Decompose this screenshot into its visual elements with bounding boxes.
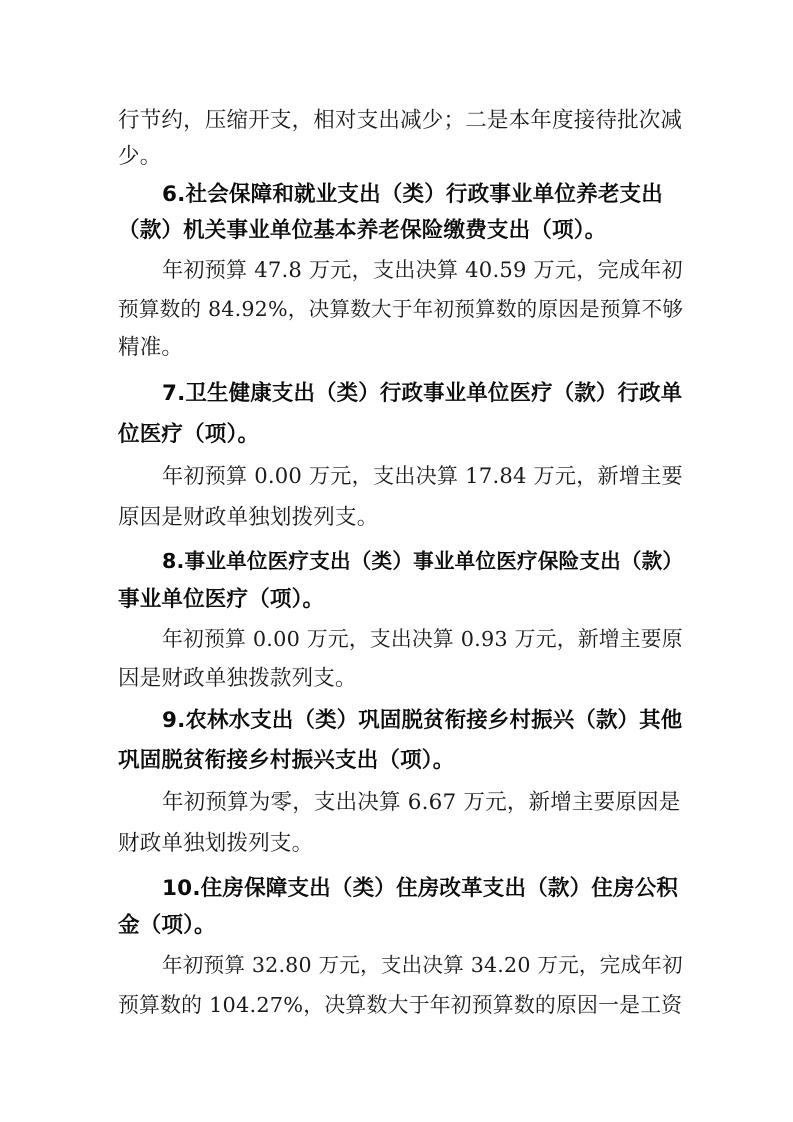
body-text-line: 行节约，压缩开支，相对支出减少；二是本年度接待批次减 xyxy=(118,108,683,133)
section-heading-8: 8.事业单位医疗支出（类）事业单位医疗保险支出（款） xyxy=(162,549,684,573)
body-text-line: 年初预算 47.8 万元，支出决算 40.59 万元，完成年初 xyxy=(162,257,683,282)
body-text-line: 年初预算为零，支出决算 6.67 万元，新增主要原因是 xyxy=(162,790,681,815)
section-heading-10: 金（项）。 xyxy=(118,913,216,938)
section-heading-10: 10.住房保障支出（类）住房改革支出（款）住房公积 xyxy=(162,876,679,901)
section-heading-6: 6.社会保障和就业支出（类）行政事业单位养老支出 xyxy=(162,182,663,207)
body-text-line: 预算数的 84.92%，决算数大于年初预算数的原因是预算不够 xyxy=(118,297,684,321)
body-text-line: 精准。 xyxy=(118,335,184,360)
section-heading-7: 7.卫生健康支出（类）行政事业单位医疗（款）行政单 xyxy=(162,381,683,406)
body-text-line: 少。 xyxy=(118,144,162,169)
body-text-line: 预算数的 104.27%，决算数大于年初预算数的原因一是工资 xyxy=(118,993,683,1017)
body-text-line: 原因是财政单独划拨列支。 xyxy=(118,505,379,530)
body-text-line: 财政单独划拨列支。 xyxy=(118,831,314,856)
body-text-line: 年初预算 32.80 万元，支出决算 34.20 万元，完成年初 xyxy=(162,953,683,977)
section-heading-7: 位医疗（项）。 xyxy=(118,422,260,447)
section-heading-8: 事业单位医疗（项）。 xyxy=(118,587,325,612)
section-heading-9: 巩固脱贫衔接乡村振兴支出（项）。 xyxy=(118,748,455,773)
body-text-line: 因是财政单独拨款列支。 xyxy=(118,666,357,691)
body-text-line: 年初预算 0.00 万元，支出决算 0.93 万元，新增主要原 xyxy=(162,627,683,651)
section-heading-9: 9.农林水支出（类）巩固脱贫衔接乡村振兴（款）其他 xyxy=(162,708,683,733)
section-heading-6: （款）机关事业单位基本养老保险缴费支出（项）。 xyxy=(118,218,607,243)
body-text-line: 年初预算 0.00 万元，支出决算 17.84 万元，新增主要 xyxy=(162,463,683,488)
